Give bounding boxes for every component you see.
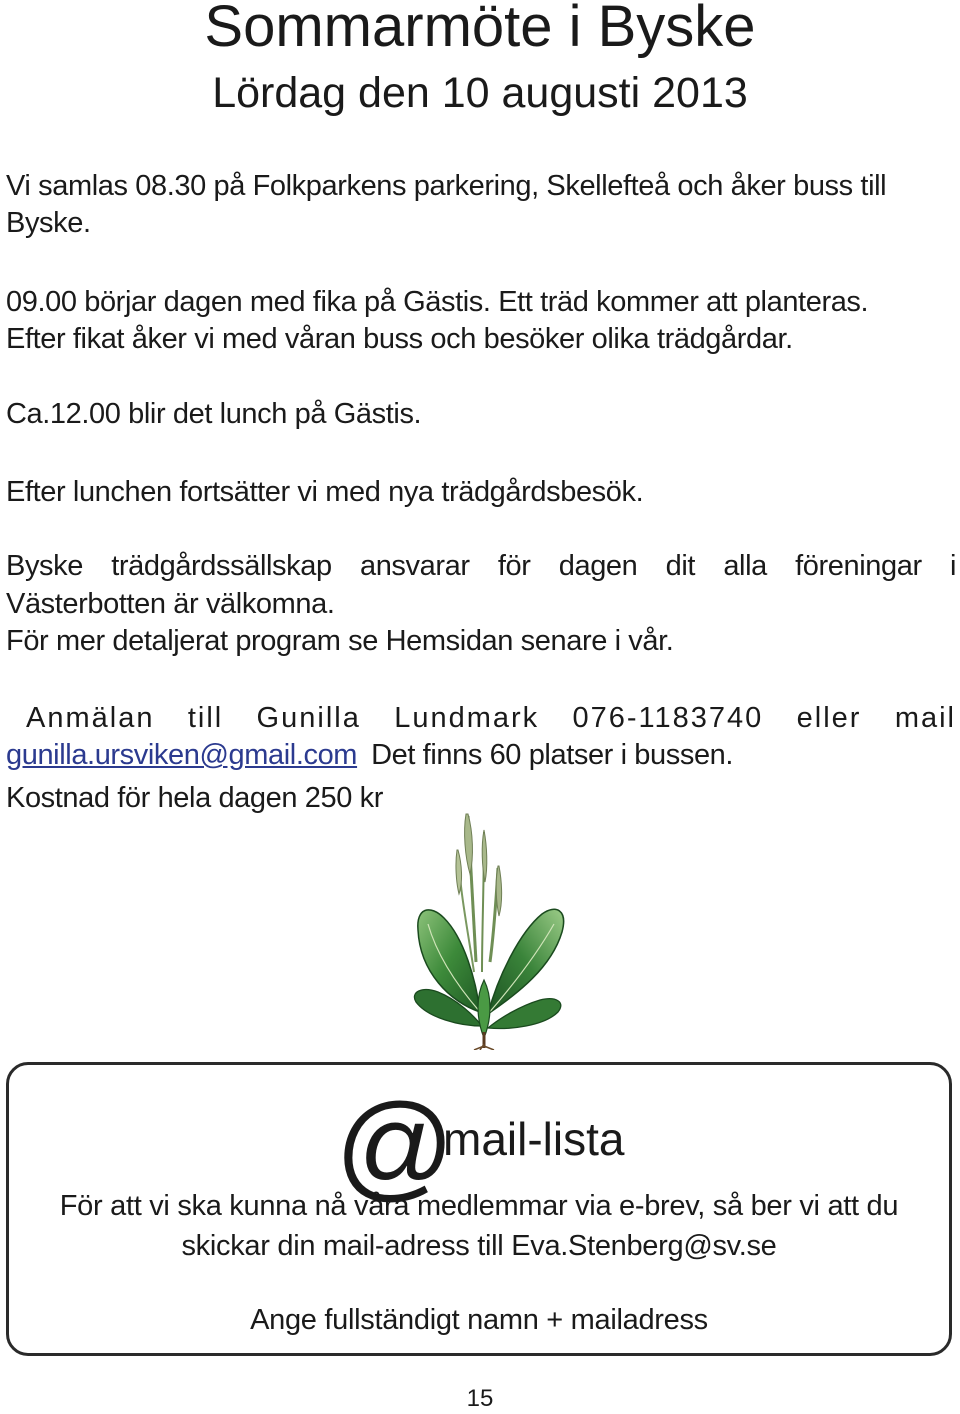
event-date: Lördag den 10 augusti 2013 [212,69,748,117]
mail-list-text-line-2: skickar din mail-adress till Eva.Stenberg@sv.se [181,1230,777,1262]
after-lunch-text: Efter lunchen fortsätter vi med nya trädgårdsbesök. [6,476,644,508]
plantain-plant-icon [410,812,570,1050]
mail-list-text-line-1: För att vi ska kunna nå våra medlemmar via e-brev, så ber vi att du [59,1190,899,1222]
seats-text: Det finns 60 platser i bussen. [371,739,734,771]
lunch-text: Ca.12.00 blir det lunch på Gästis. [6,398,422,430]
fika-line-1: 09.00 börjar dagen med fika på Gästis. Ett träd kommer att planteras. [6,286,869,318]
host-line-2: Västerbotten är välkomna. [6,588,335,620]
meeting-paragraph [6,168,956,242]
fika-line-2: Efter fikat åker vi med våran buss och besöker olika trädgårdar. [6,323,793,355]
meeting-line-2: Byske. [6,207,91,239]
meeting-line-1: Vi samlas 08.30 på Folkparkens parkering, Skellefteå och åker buss till [6,170,887,202]
mail-list-title: mail-lista [443,1113,625,1165]
at-sign-icon: @ [335,1080,455,1212]
mail-list-instruction: Ange fullständigt namn + mailadress [250,1304,708,1336]
more-info-text: För mer detaljerat program se Hemsidan senare i vår. [6,625,674,657]
signup-email-line [6,737,956,774]
mail-list-box [6,1062,952,1356]
signup-text: Anmälan till Gunilla Lundmark 076-1183740 eller mail [26,702,956,734]
cost-text: Kostnad för hela dagen 250 kr [6,782,383,814]
page-number: 15 [466,1385,494,1412]
page-title: Sommarmöte i Byske [204,0,756,59]
fika-paragraph [6,284,956,358]
signup-email-link[interactable]: gunilla.ursviken@gmail.com [6,739,358,771]
host-line-1: Byske trädgårdssällskap ansvarar för dagen dit alla föreningar i [6,550,956,582]
